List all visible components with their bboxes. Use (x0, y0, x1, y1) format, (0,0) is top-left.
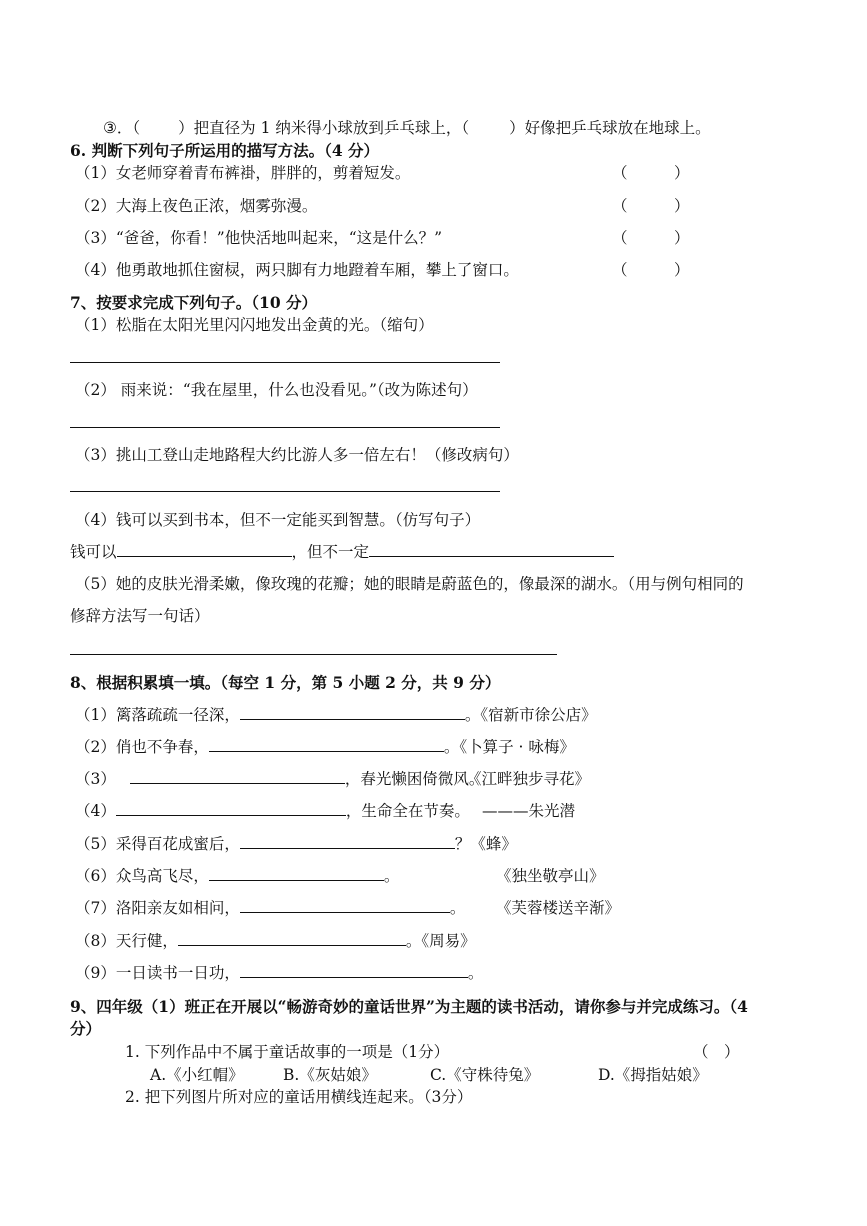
q8-item-5-pre: （5）采得百花成蜜后， (75, 835, 240, 853)
q8-blank-5[interactable] (240, 834, 455, 849)
q8-item-3-pre: （3） (75, 770, 116, 788)
q8-item-4-source: ———朱光潜 (482, 802, 576, 820)
q8-blank-7[interactable] (240, 898, 450, 913)
q7-item-5-line2: 修辞方法写一句话） (70, 607, 210, 625)
q8-item-4 (75, 801, 470, 821)
q8-item-8 (75, 931, 476, 951)
q9-option-d[interactable]: D.《拇指姑娘》 (598, 1066, 708, 1084)
q6-item-4: （4）他勇敢地抓住窗棂，两只脚有力地蹬着车厢，攀上了窗口。 (75, 261, 519, 279)
q7-imitate-blank-2[interactable] (369, 542, 614, 557)
q8-item-7-source: 《芙蓉楼送辛渐》 (496, 899, 621, 917)
q7-title: 7、按要求完成下列句子。（10 分） (70, 293, 318, 312)
q8-blank-4[interactable] (116, 801, 346, 816)
q8-item-3-source: 《江畔独步寻花》 (466, 770, 591, 788)
q8-item-6-source: 《独坐敬亭山》 (496, 867, 605, 885)
q8-item-3-post: ，春光懒困倚微风。 (344, 770, 485, 788)
q8-item-7 (75, 898, 465, 918)
q9-sub2: 2. 把下列图片所对应的童话用横线连起来。（3分） (125, 1088, 473, 1106)
q7-answer-line-2[interactable] (70, 427, 500, 428)
q8-item-8-post: 。《周易》 (405, 932, 476, 950)
q6-answer-3[interactable]: （ ） (612, 229, 690, 247)
q8-item-4-pre: （4） (75, 802, 116, 820)
q8-item-8-pre: （8）天行健， (75, 932, 178, 950)
q8-blank-6[interactable] (209, 866, 384, 881)
q6-answer-4[interactable]: （ ） (612, 261, 690, 279)
q9-sub1-answer[interactable]: （ ） (693, 1043, 740, 1061)
q5-item3-mid: ）把直径为 1 纳米得小球放到乒乓球上，（ (178, 119, 470, 137)
q7-item-4: （4）钱可以买到书本，但不一定能买到智慧。（仿写句子） (75, 511, 481, 529)
q7-imitate-line (70, 542, 614, 562)
q7-item-1: （1）松脂在太阳光里闪闪地发出金黄的光。（缩句） (75, 316, 434, 334)
q8-blank-1[interactable] (240, 705, 465, 720)
q6-answer-1[interactable]: （ ） (612, 164, 690, 182)
q7-imitate-mid: ，但不一定 (291, 543, 370, 561)
q8-blank-2[interactable] (209, 737, 444, 752)
q8-blank-3[interactable] (130, 769, 345, 784)
q8-item-1-pre: （1）篱落疏疏一径深， (75, 706, 240, 724)
q7-item-5-line1: （5）她的皮肤光滑柔嫩，像玫瑰的花瓣；她的眼睛是蔚蓝色的，像最深的湖水。（用与例句相同的 (75, 575, 744, 593)
q8-blank-9[interactable] (240, 963, 468, 978)
q6-answer-2[interactable]: （ ） (612, 197, 690, 215)
q8-item-4-post: ，生命全在节奏。 (345, 802, 470, 820)
q7-imitate-blank-1[interactable] (117, 542, 292, 557)
q8-item-9 (75, 963, 483, 983)
q8-item-1 (75, 705, 597, 725)
q8-item-7-pre: （7）洛阳亲友如相问， (75, 899, 240, 917)
q8-item-6 (75, 866, 399, 886)
q7-imitate-prefix: 钱可以 (70, 543, 117, 561)
q8-item-6-pre: （6）众鸟高飞尽， (75, 867, 209, 885)
q8-blank-8[interactable] (178, 931, 406, 946)
q8-item-2-pre: （2）俏也不争春， (75, 738, 209, 756)
q8-title: 8、根据积累填一填。（每空 1 分，第 5 小题 2 分，共 9 分） (70, 673, 501, 692)
q7-item-3: （3）挑山工登山走地路程大约比游人多一倍左右！（修改病句） (75, 446, 519, 464)
q8-item-2 (75, 737, 575, 757)
q6-item-2: （2）大海上夜色正浓，烟雾弥漫。 (75, 197, 318, 215)
q9-title-line1: 9、四年级（1）班正在开展以“畅游奇妙的童话世界”为主题的读书活动，请你参与并完成练习。（4 (70, 997, 748, 1016)
q7-item-2: （2） 雨来说：“我在屋里，什么也没看见。”（改为陈述句） (75, 381, 478, 399)
q9-option-c[interactable]: C.《守株待兔》 (430, 1066, 540, 1084)
q6-item-3: （3）“爸爸，你看！”他快活地叫起来，“这是什么？” (75, 229, 443, 247)
q6-title: 6. 判断下列句子所运用的描写方法。（4 分） (70, 141, 380, 160)
q8-item-2-post: 。《卜算子 · 咏梅》 (443, 738, 575, 756)
q5-item3-line (103, 118, 711, 138)
q9-title-line2: 分） (70, 1019, 102, 1038)
q7-answer-line-1[interactable] (70, 362, 500, 363)
q8-item-6-post: 。 (383, 867, 400, 885)
q8-item-5 (75, 834, 517, 854)
q9-option-b[interactable]: B.《灰姑娘》 (283, 1066, 377, 1084)
q8-item-3 (75, 769, 484, 789)
q8-item-5-post: ？《蜂》 (454, 835, 517, 853)
q5-item3-tail: ）好像把乒乓球放在地球上。 (509, 119, 711, 137)
q8-item-1-post: 。《宿新市徐公店》 (464, 706, 597, 724)
q8-item-9-post: 。 (467, 964, 484, 982)
q7-answer-line-5[interactable] (70, 654, 557, 655)
q9-sub1: 1. 下列作品中不属于童话故事的一项是（1分） (125, 1043, 450, 1061)
q5-item3-marker: ③．（ (103, 119, 141, 137)
q8-item-9-pre: （9）一日读书一日功， (75, 964, 240, 982)
q9-option-a[interactable]: A.《小红帽》 (150, 1066, 244, 1084)
q8-item-7-post: 。 (449, 899, 466, 917)
q6-item-1: （1）女老师穿着青布裤褂，胖胖的，剪着短发。 (75, 164, 411, 182)
q7-answer-line-3[interactable] (70, 491, 500, 492)
